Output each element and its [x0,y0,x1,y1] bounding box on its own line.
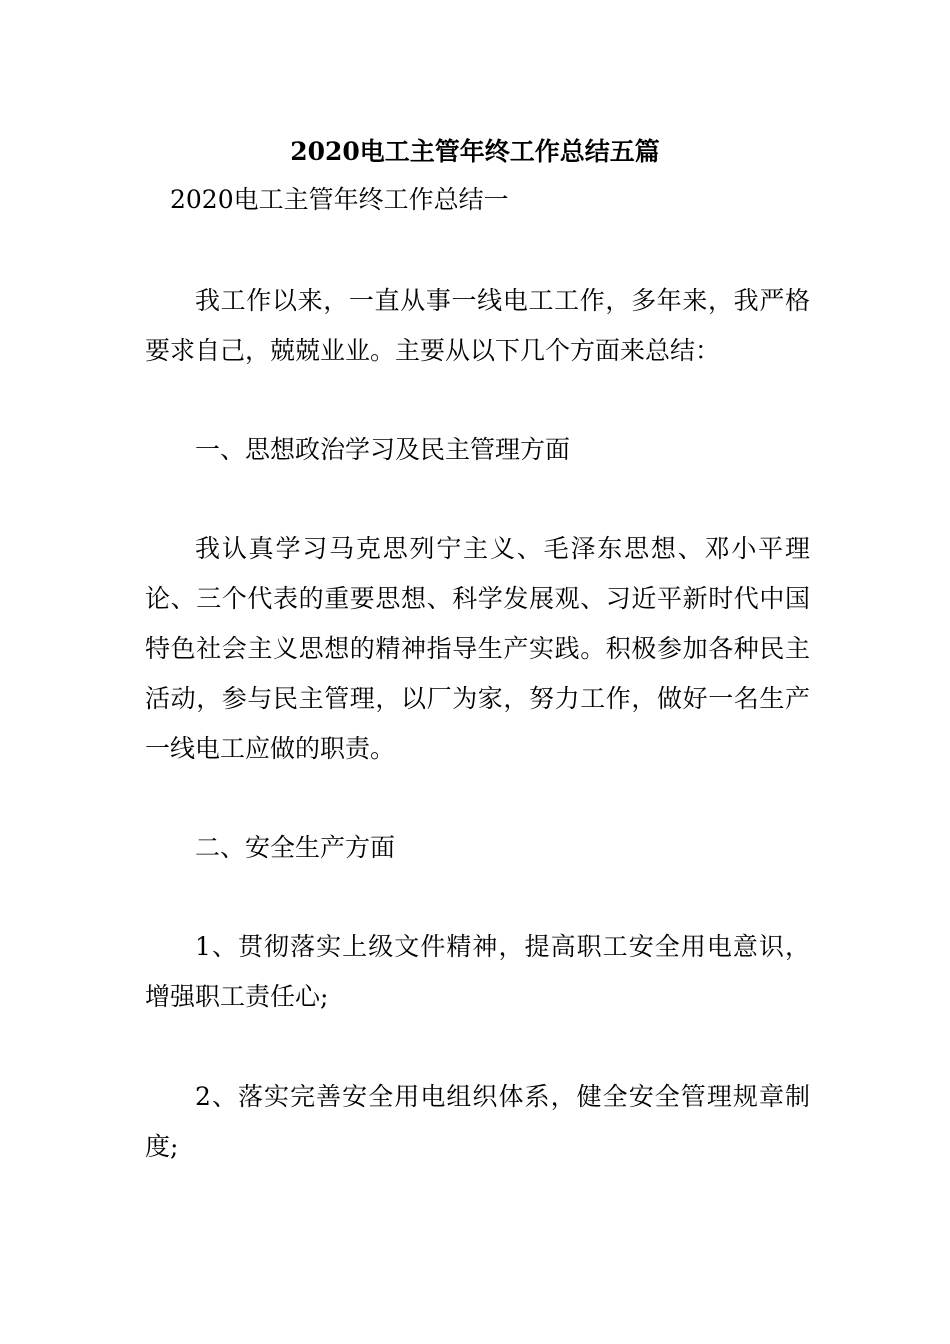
political-study-paragraph: 我认真学习马克思列宁主义、毛泽东思想、邓小平理论、三个代表的重要思想、科学发展观、习近平新时代中国特色社会主义思想的精神指导生产实践。积极参加各种民主活动，参与民主管理，以厂为家，努力工作，做好一名生产一线电工应做的职责。 [145,534,810,763]
intro-paragraph: 我工作以来，一直从事一线电工工作，多年来，我严格要求自己，兢兢业业。主要从以下几个方面来总结： [145,286,810,365]
safety-item-2: 2、落实完善安全用电组织体系，健全安全管理规章制度; [145,1082,810,1161]
section-heading-political-study: 一、思想政治学习及民主管理方面 [195,435,571,464]
section-heading-safety: 二、安全生产方面 [195,833,396,862]
document-title: 2020电工主管年终工作总结五篇 [290,137,660,166]
safety-item-1: 1、贯彻落实上级文件精神，提高职工安全用电意识，增强职工责任心; [145,932,810,1011]
section-subtitle: 2020电工主管年终工作总结一 [170,185,509,214]
